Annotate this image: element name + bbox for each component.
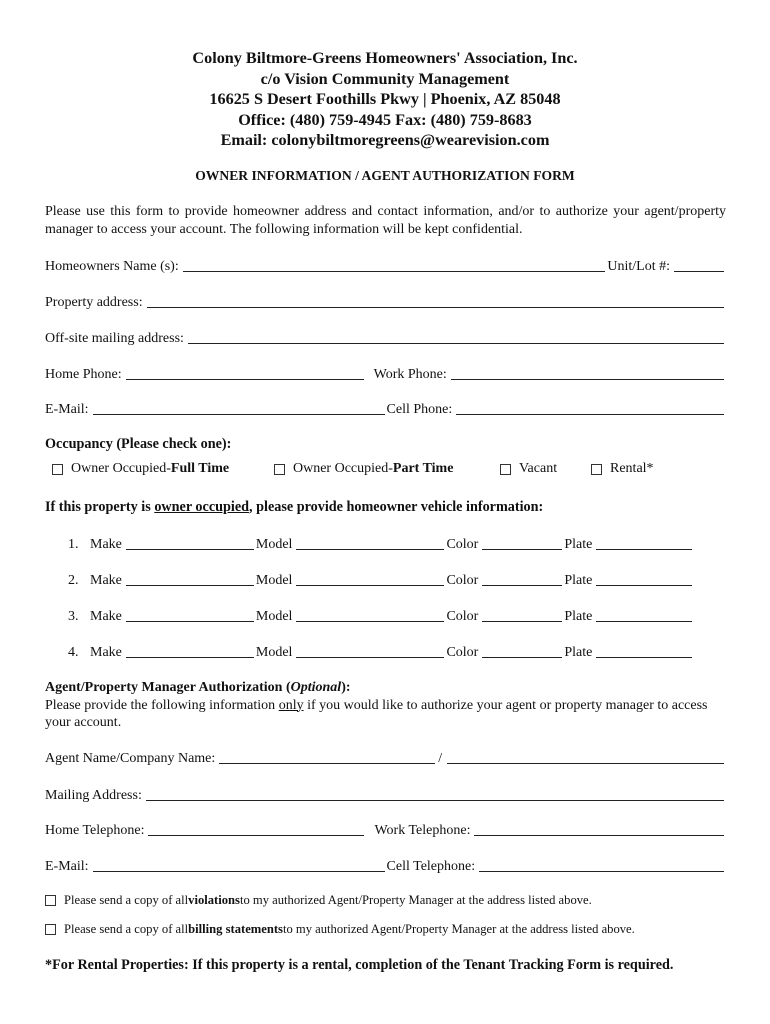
agent-cell-tel-field[interactable] xyxy=(479,856,724,872)
model-label: Model xyxy=(255,573,293,588)
offsite-address-label: Off-site mailing address: xyxy=(45,331,184,346)
part-time-checkbox[interactable] xyxy=(274,464,285,475)
agent-heading-post: ): xyxy=(341,680,351,695)
rental-checkbox[interactable] xyxy=(591,464,602,475)
agent-email-field[interactable] xyxy=(93,856,385,872)
part-time-prefix: Owner Occupied- xyxy=(293,461,393,476)
color-field[interactable] xyxy=(482,606,562,622)
make-field[interactable] xyxy=(126,534,254,550)
make-field[interactable] xyxy=(126,606,254,622)
agent-mailing-label: Mailing Address: xyxy=(45,788,142,803)
rental-footer-note: *For Rental Properties: If this property is a rental, completion of the Tenant Tracking Form is required. xyxy=(45,957,674,973)
association-name: Colony Biltmore-Greens Homeowners' Association, Inc. xyxy=(192,49,578,67)
agent-work-tel-label: Work Telephone: xyxy=(374,823,471,838)
plate-field[interactable] xyxy=(596,642,692,658)
vehicle-heading-pre: If this property is xyxy=(45,499,155,515)
agent-text-pre: Please provide the following information xyxy=(45,697,279,713)
make-label: Make xyxy=(90,645,122,660)
occupancy-heading: Occupancy (Please check one): xyxy=(45,436,232,452)
vehicle-row xyxy=(68,641,718,661)
agent-name-row xyxy=(45,747,726,767)
intro-paragraph: Please use this form to provide homeowner address and contact information, and/or to authorize your agent/property manager to access your account. The following information will be kept confidential. xyxy=(45,204,726,237)
work-phone-label: Work Phone: xyxy=(373,367,447,382)
billing-pre: Please send a copy of all xyxy=(64,922,189,936)
agent-telephone-row xyxy=(45,819,726,839)
plate-field[interactable] xyxy=(596,570,692,586)
billing-bold: billing statements xyxy=(188,922,283,936)
agent-home-tel-field[interactable] xyxy=(148,820,364,836)
model-label: Model xyxy=(255,537,293,552)
occupancy-full-time-option[interactable] xyxy=(52,461,229,477)
vehicle-row-number: 1. xyxy=(68,537,79,552)
model-field[interactable] xyxy=(296,534,444,550)
agent-work-tel-field[interactable] xyxy=(474,820,724,836)
violations-post: to my authorized Agent/Property Manager at the address listed above. xyxy=(239,893,592,907)
color-field[interactable] xyxy=(482,642,562,658)
property-address-row xyxy=(45,291,726,311)
color-label: Color xyxy=(446,645,479,660)
billing-checkbox[interactable] xyxy=(45,924,56,935)
color-label: Color xyxy=(446,573,479,588)
association-address: 16625 S Desert Foothills Pkwy | Phoenix, AZ 85048 xyxy=(209,90,561,109)
make-field[interactable] xyxy=(126,570,254,586)
agent-section-intro xyxy=(45,679,726,732)
office-fax-numbers: Office: (480) 759-4945 Fax: (480) 759-8683 xyxy=(238,110,532,129)
management-company: c/o Vision Community Management xyxy=(260,69,510,88)
property-address-field[interactable] xyxy=(147,292,724,308)
unit-lot-label: Unit/Lot #: xyxy=(607,259,670,274)
homeowners-name-row xyxy=(45,255,726,275)
association-email: Email: colonybiltmoregreens@wearevision.com xyxy=(220,131,550,150)
property-address-label: Property address: xyxy=(45,295,143,310)
agent-heading-pre: Agent/Property Manager Authorization ( xyxy=(45,680,291,695)
vehicle-heading-post: , please provide homeowner vehicle information: xyxy=(249,499,544,515)
agent-instructions xyxy=(45,697,726,732)
model-field[interactable] xyxy=(296,570,444,586)
occupancy-rental-option[interactable] xyxy=(591,461,654,477)
model-label: Model xyxy=(255,645,293,660)
vehicle-heading xyxy=(45,499,543,516)
cell-phone-field[interactable] xyxy=(456,399,724,415)
make-label: Make xyxy=(90,609,122,624)
plate-label: Plate xyxy=(564,609,593,624)
model-field[interactable] xyxy=(296,606,444,622)
billing-post: to my authorized Agent/Property Manager at the address listed above. xyxy=(282,922,635,936)
email-field[interactable] xyxy=(93,399,385,415)
make-field[interactable] xyxy=(126,642,254,658)
homeowners-name-field[interactable] xyxy=(183,256,606,272)
vehicle-heading-underlined: owner occupied xyxy=(154,499,250,515)
vehicle-row-number: 4. xyxy=(68,645,79,660)
phone-row xyxy=(45,363,726,383)
work-phone-field[interactable] xyxy=(451,364,724,380)
agent-text-underlined: only xyxy=(278,697,304,713)
violations-pre: Please send a copy of all xyxy=(64,893,189,907)
agent-email-label: E-Mail: xyxy=(45,859,89,874)
agent-mailing-row xyxy=(45,784,726,804)
agent-home-tel-label: Home Telephone: xyxy=(45,823,145,838)
vehicle-row xyxy=(68,605,718,625)
color-label: Color xyxy=(446,609,479,624)
billing-consent[interactable] xyxy=(45,922,726,937)
violations-checkbox[interactable] xyxy=(45,895,56,906)
part-time-bold: Part Time xyxy=(392,461,454,476)
full-time-checkbox[interactable] xyxy=(52,464,63,475)
association-header xyxy=(0,48,770,151)
model-label: Model xyxy=(255,609,293,624)
agent-heading xyxy=(45,679,726,697)
unit-lot-field[interactable] xyxy=(674,256,724,272)
offsite-address-field[interactable] xyxy=(188,328,724,344)
plate-label: Plate xyxy=(564,645,593,660)
form-title: OWNER INFORMATION / AGENT AUTHORIZATION FORM xyxy=(195,168,575,183)
plate-label: Plate xyxy=(564,537,593,552)
offsite-address-row xyxy=(45,327,726,347)
agent-mailing-field[interactable] xyxy=(146,785,724,801)
agent-company-field[interactable] xyxy=(447,748,724,764)
agent-email-row xyxy=(45,855,726,875)
plate-field[interactable] xyxy=(596,534,692,550)
home-phone-field[interactable] xyxy=(126,364,364,380)
agent-heading-italic: Optional xyxy=(290,680,342,695)
color-field[interactable] xyxy=(482,570,562,586)
make-label: Make xyxy=(90,573,122,588)
vehicle-row-number: 3. xyxy=(68,609,79,624)
agent-text-post: if you would like to authorize your agent or property manager to access your account. xyxy=(45,697,708,730)
email-cell-row xyxy=(45,398,726,418)
email-label: E-Mail: xyxy=(45,402,89,417)
occupancy-part-time-option[interactable] xyxy=(274,461,453,477)
agent-name-slash: / xyxy=(438,751,443,766)
color-field[interactable] xyxy=(482,534,562,550)
make-label: Make xyxy=(90,537,122,552)
full-time-bold: Full Time xyxy=(170,461,230,476)
rental-label: Rental* xyxy=(610,461,654,476)
plate-field[interactable] xyxy=(596,606,692,622)
homeowners-name-label: Homeowners Name (s): xyxy=(45,259,179,274)
home-phone-label: Home Phone: xyxy=(45,367,122,382)
model-field[interactable] xyxy=(296,642,444,658)
plate-label: Plate xyxy=(564,573,593,588)
occupancy-options xyxy=(45,461,726,481)
vehicle-row-number: 2. xyxy=(68,573,79,588)
agent-cell-tel-label: Cell Telephone: xyxy=(386,859,476,874)
vacant-checkbox[interactable] xyxy=(500,464,511,475)
cell-phone-label: Cell Phone: xyxy=(386,402,453,417)
full-time-prefix: Owner Occupied- xyxy=(71,461,171,476)
vehicle-row xyxy=(68,533,718,553)
violations-consent[interactable] xyxy=(45,893,726,908)
agent-name-field[interactable] xyxy=(219,748,435,764)
vacant-label: Vacant xyxy=(519,461,558,476)
agent-name-label: Agent Name/Company Name: xyxy=(45,751,216,766)
vehicle-row xyxy=(68,569,718,589)
occupancy-vacant-option[interactable] xyxy=(500,461,557,477)
violations-bold: violations xyxy=(188,893,240,907)
color-label: Color xyxy=(446,537,479,552)
